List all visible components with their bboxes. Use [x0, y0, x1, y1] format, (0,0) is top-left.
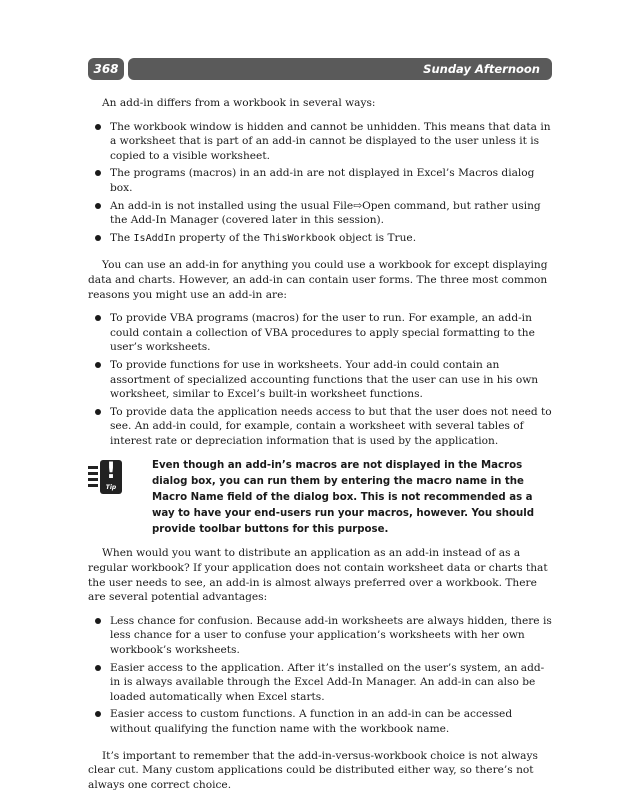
list-item: To provide data the application needs access to but that the user does not need to see. An add-in could, for example, contain a worksheet with several tables of interest rate or depreciation information that is used by the application.: [88, 405, 552, 449]
advantages-list: [88, 614, 552, 737]
code-isaddin: IsAddIn: [133, 232, 176, 244]
page-number: 368: [88, 58, 124, 80]
list-item: Easier access to the application. After it’s installed on the user’s system, an add-in is always available through the Excel Add-In Manager. An add-in can also be loaded automatically when Excel starts.: [88, 661, 552, 705]
list-item: To provide functions for use in worksheets. Your add-in could contain an assortment of specialized accounting functions that the user can use in his own worksheet, similar to Excel’s built-in worksheet functions.: [88, 358, 552, 402]
page-header: [88, 58, 552, 80]
page-body: [88, 96, 552, 792]
differences-list: [88, 120, 552, 247]
uses-list: [88, 311, 552, 448]
list-item: The workbook window is hidden and cannot be unhidden. This means that data in a worksheet that is part of an add-in cannot be displayed to the user unless it is copied to a visible worksheet.: [88, 120, 552, 164]
tip-icon-label: Tip: [105, 484, 117, 492]
list-item: An add-in is not installed using the usual File⇨Open command, but rather using the Add-In Manager (covered later in this session).: [88, 199, 552, 228]
uses-paragraph: You can use an add-in for anything you could use a workbook for except displaying data and charts. However, an add-in can contain user forms. The three most common reasons you might use an add-in are:: [88, 259, 548, 301]
list-item: Less chance for confusion. Because add-in worksheets are always hidden, there is less chance for a user to confuse your application’s worksheets with her own workbook’s worksheets.: [88, 614, 552, 658]
list-item: Easier access to custom functions. A function in an add-in can be accessed without qualifying the function name with the workbook name.: [88, 707, 552, 736]
code-thisworkbook: ThisWorkbook: [263, 232, 336, 244]
list-item: The IsAddIn property of the ThisWorkbook object is True.: [88, 231, 552, 247]
list-item: To provide VBA programs (macros) for the user to run. For example, an add-in could contain a collection of VBA procedures to apply special formatting to the user’s worksheets.: [88, 311, 552, 355]
tip-box: [88, 458, 552, 538]
tip-icon: ! Tip: [88, 460, 124, 496]
when-paragraph: When would you want to distribute an application as an add-in instead of as a regular workbook? If your application does not contain worksheet data or charts that the user needs to see, an add-in is almost always preferred over a workbook. There are several potential advantages:: [88, 547, 548, 604]
intro-paragraph: An add-in differs from a workbook in several ways:: [102, 97, 376, 109]
list-item: The programs (macros) in an add-in are not displayed in Excel’s Macros dialog box.: [88, 166, 552, 195]
final-paragraph: It’s important to remember that the add-in-versus-workbook choice is not always clear cut. Many custom applications could be distributed either way, so there’s not always one correct choice.: [88, 749, 538, 791]
tip-text: Even though an add-in’s macros are not displayed in the Macros dialog box, you can run them by entering the macro name in the Macro Name field of the dialog box. This is not recommended as a way to have your end-users run your macros, however. You should provide toolbar buttons for this purpose.: [152, 460, 535, 536]
section-title: Sunday Afternoon: [128, 58, 552, 80]
